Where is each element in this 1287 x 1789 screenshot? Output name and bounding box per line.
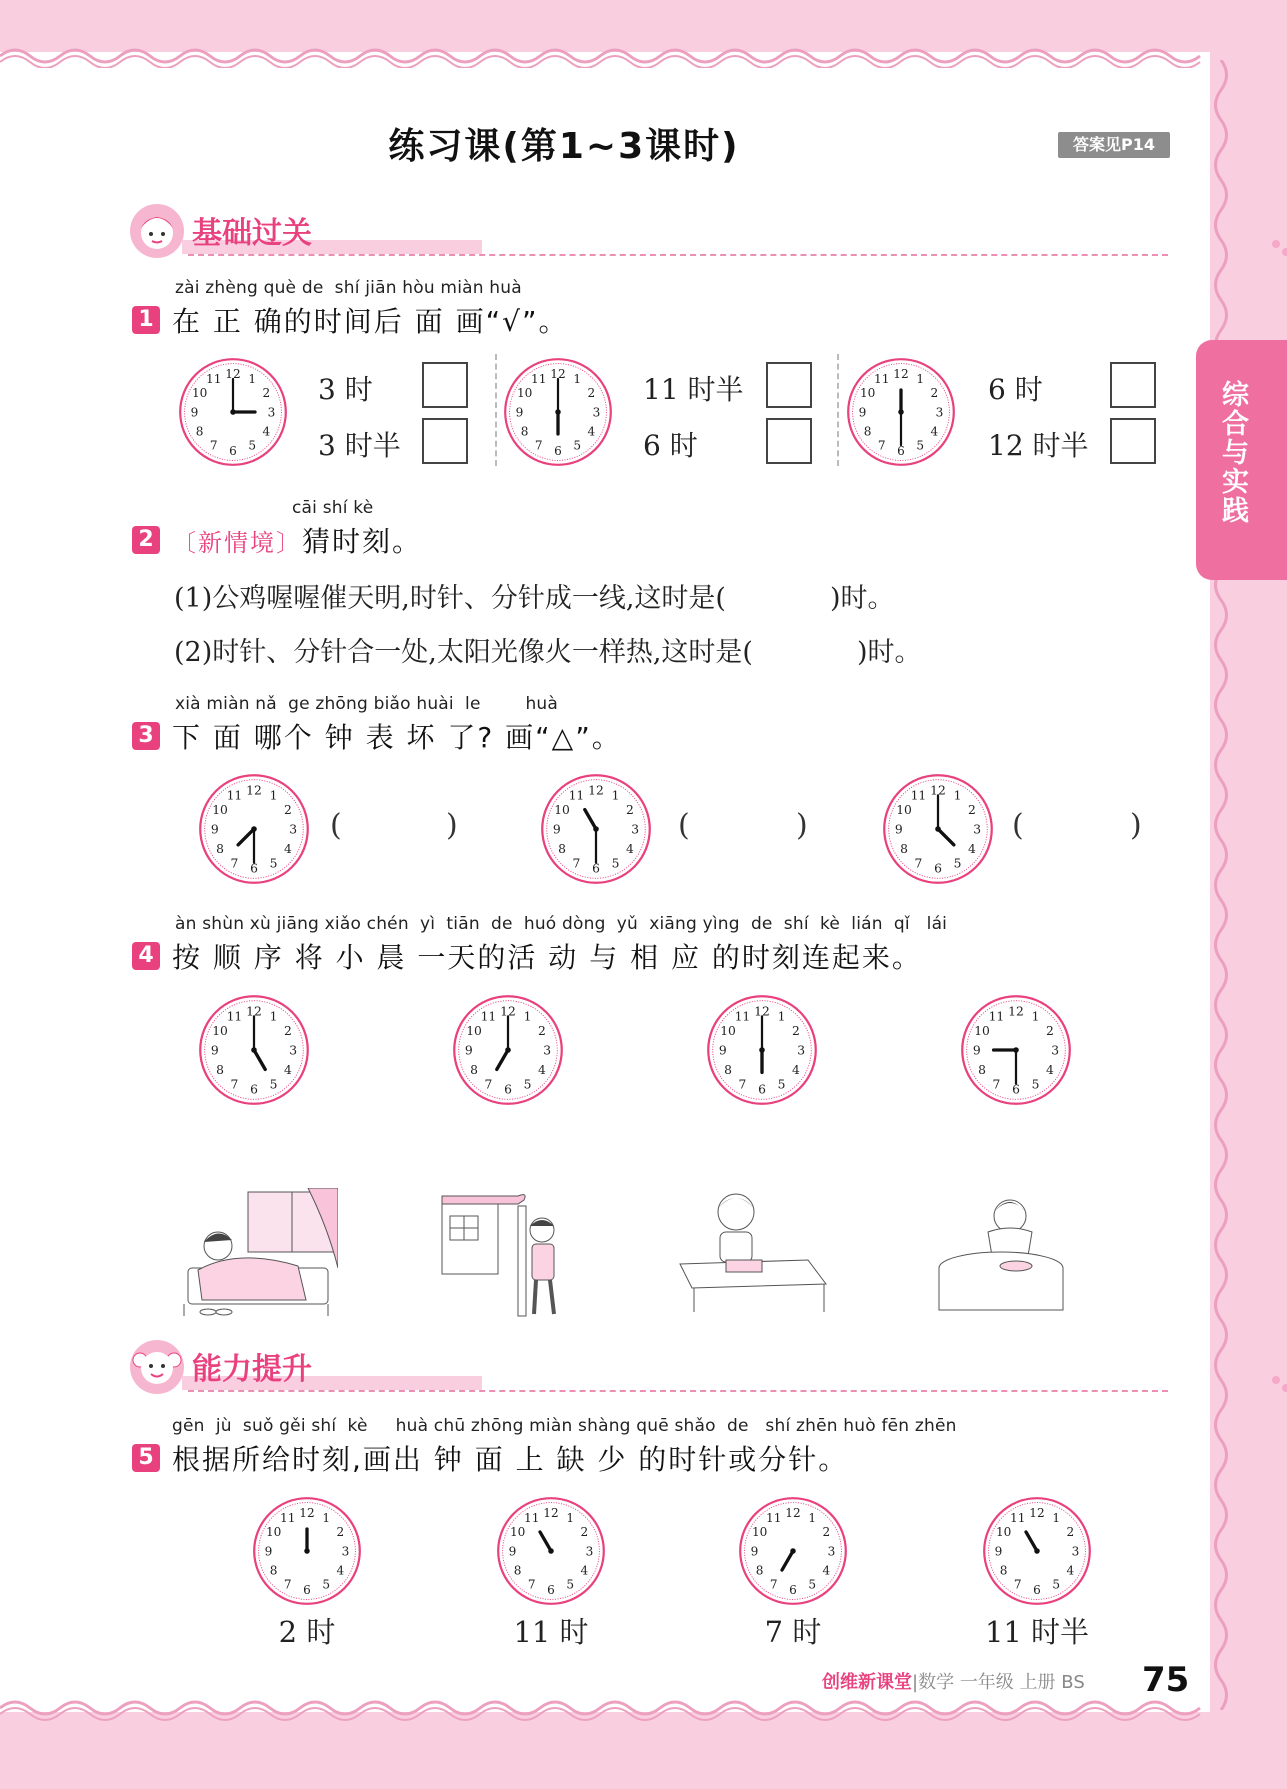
decorative-dots-icon [1270, 238, 1287, 258]
q4-instruction: 按 顺 序 将 小 晨 一天的活 动 与 相 应 的时刻连起来。 [172, 941, 922, 974]
clock-numeral: 8 [520, 424, 529, 439]
q3-clock-2 [540, 773, 652, 885]
clock-numeral: 5 [1052, 1577, 1061, 1592]
clock-numeral: 12 [754, 1004, 770, 1019]
clock-numeral: 10 [509, 1525, 526, 1540]
clock-numeral: 10 [466, 1023, 482, 1038]
q3-answer-blank-1[interactable] [350, 805, 440, 849]
q5-pinyin: gēn jù suǒ gěi shí kè huà chū zhōng miàn shàng quē shǎo de shí zhēn huò fēn zhēn [172, 1416, 957, 1436]
clock-numeral: 11 [874, 372, 890, 387]
clock-center-dot [251, 1047, 257, 1053]
clock-numeral: 1 [808, 1511, 817, 1526]
bottom-wavy-border [0, 1700, 1210, 1724]
q3-paren-open-1: ( [330, 808, 342, 843]
clock-numeral: 2 [930, 386, 939, 401]
clock-numeral: 5 [566, 1577, 575, 1592]
clock-numeral: 11 [568, 788, 585, 803]
clock-numeral: 12 [550, 366, 566, 381]
clock-numeral: 11 [524, 1511, 540, 1526]
clock-numeral: 9 [858, 405, 867, 420]
clock-numeral: 12 [893, 366, 909, 381]
q2-tag: 〔新情境〕 [172, 529, 302, 557]
clock-numeral: 1 [916, 372, 925, 387]
q1-number: 1 [132, 306, 160, 334]
q1-option-2a: 11 时半 [643, 373, 744, 406]
clock-numeral: 7 [534, 438, 543, 453]
clock-numeral: 3 [631, 822, 640, 837]
clock-numeral: 9 [552, 822, 561, 837]
q3-pinyin: xià miàn nǎ ge zhōng biǎo huài le huà [175, 694, 559, 714]
clock-numeral: 10 [896, 802, 912, 817]
clock-numeral: 10 [212, 1023, 228, 1038]
monkey-avatar-icon [128, 1338, 186, 1396]
top-wavy-border [0, 44, 1210, 68]
girl-avatar-icon [128, 202, 186, 260]
clock-numeral: 7 [877, 438, 886, 453]
q3-paren-close-1: ) [446, 808, 458, 843]
clock-numeral: 12 [246, 783, 262, 798]
clock-numeral: 5 [953, 856, 962, 871]
clock-numeral: 10 [516, 386, 533, 401]
q2-item-1-text: (1)公鸡喔喔催天明,时针、分针成一线,这时是( [174, 583, 726, 614]
clock-numeral: 8 [978, 1063, 986, 1078]
clock-numeral: 6 [554, 443, 562, 458]
clock-numeral: 9 [464, 1043, 473, 1058]
clock-center-dot [1013, 1047, 1019, 1053]
clock-numeral: 6 [1012, 1082, 1020, 1097]
clock-numeral: 5 [269, 856, 278, 871]
q2-item-2-text: (2)时针、分针合一处,太阳光像火一样热,这时是( [174, 637, 753, 668]
chapter-side-tab[interactable] [1196, 340, 1287, 580]
clock-numeral: 10 [212, 802, 228, 817]
clock-numeral: 10 [191, 386, 208, 401]
clock-numeral: 11 [226, 788, 243, 803]
clock-numeral: 2 [1066, 1525, 1075, 1540]
q1-checkbox-2a[interactable] [766, 362, 812, 408]
clock-numeral: 7 [1013, 1577, 1022, 1592]
clock-numeral: 4 [968, 842, 976, 857]
q4-clock-3[interactable] [706, 994, 818, 1106]
q2-item-1 [174, 576, 895, 615]
clock-numeral: 9 [210, 822, 219, 837]
clock-numeral: 11 [734, 1009, 751, 1024]
clock-numeral: 3 [289, 822, 298, 837]
q5-instruction: 根据所给时刻,画出 钟 面 上 缺 少 的时针或分针。 [172, 1443, 849, 1476]
clock-numeral: 3 [827, 1544, 836, 1559]
clock-numeral: 2 [284, 802, 292, 817]
q3-answer-blank-2[interactable] [700, 805, 790, 849]
q2-text: 猜时刻。 [302, 525, 423, 558]
clock-numeral: 9 [972, 1043, 981, 1058]
clock-numeral: 2 [587, 386, 596, 401]
clock-center-dot [304, 1548, 310, 1554]
clock-numeral: 4 [284, 1063, 292, 1078]
clock-numeral: 4 [587, 424, 596, 439]
clock-numeral: 2 [262, 386, 271, 401]
clock-numeral: 7 [230, 856, 239, 871]
q5-caption-3: 7 时 [764, 1615, 822, 1649]
clock-numeral: 9 [894, 822, 903, 837]
clock-numeral: 12 [299, 1505, 315, 1520]
q3-clock-1 [198, 773, 310, 885]
clock-numeral: 3 [341, 1544, 350, 1559]
clock-center-dot [759, 1047, 765, 1053]
clock-numeral: 8 [216, 842, 224, 857]
q1-instruction: 在 正 确的时间后 面 画“√”。 [172, 305, 569, 338]
clock-numeral: 10 [554, 802, 570, 817]
clock-numeral: 2 [284, 1023, 292, 1038]
clock-numeral: 4 [284, 842, 292, 857]
clock-numeral: 11 [206, 372, 222, 387]
clock-numeral: 4 [930, 424, 939, 439]
q1-checkbox-3a[interactable] [1110, 362, 1156, 408]
clock-numeral: 5 [248, 438, 257, 453]
clock-numeral: 5 [269, 1077, 278, 1092]
section-label: 基础过关 [192, 216, 312, 251]
clock-numeral: 4 [1046, 1063, 1054, 1078]
clock-numeral: 10 [995, 1525, 1012, 1540]
clock-numeral: 8 [269, 1563, 278, 1578]
clock-numeral: 11 [910, 788, 927, 803]
clock-numeral: 4 [1066, 1563, 1075, 1578]
clock-numeral: 5 [777, 1077, 786, 1092]
clock-numeral: 1 [269, 788, 278, 803]
clock-numeral: 6 [250, 861, 258, 876]
clock-numeral: 4 [336, 1563, 345, 1578]
q2-number: 2 [132, 526, 160, 554]
q5-caption-1: 2 时 [278, 1615, 336, 1649]
clock-numeral: 9 [210, 1043, 219, 1058]
section-divider [188, 1390, 1168, 1392]
clock-numeral: 5 [808, 1577, 817, 1592]
q3-paren-close-3: ) [1130, 808, 1142, 843]
clock-numeral: 4 [792, 1063, 800, 1078]
clock-numeral: 6 [592, 861, 600, 876]
clock-numeral: 12 [246, 1004, 262, 1019]
clock-numeral: 9 [718, 1043, 727, 1058]
q1-checkbox-1b[interactable] [422, 418, 468, 464]
clock-numeral: 11 [280, 1511, 296, 1526]
clock-numeral: 4 [580, 1563, 589, 1578]
clock-numeral: 12 [930, 783, 946, 798]
clock-center-dot [230, 409, 236, 415]
q3-paren-open-3: ( [1012, 808, 1024, 843]
q4-clock-2[interactable] [452, 994, 564, 1106]
q5-caption-2: 11 时 [513, 1615, 589, 1649]
clock-numeral: 1 [322, 1511, 331, 1526]
clock-numeral: 12 [1008, 1004, 1024, 1019]
clock-numeral: 2 [968, 802, 976, 817]
clock-numeral: 9 [994, 1544, 1003, 1559]
clock-numeral: 2 [1046, 1023, 1054, 1038]
clock-numeral: 6 [250, 1082, 258, 1097]
clock-center-dot [251, 826, 257, 832]
q5-caption-4: 11 时半 [984, 1615, 1090, 1649]
q4-number: 4 [132, 942, 160, 970]
q3-clock-3 [882, 773, 994, 885]
clock-numeral: 7 [527, 1577, 536, 1592]
clock-numeral: 7 [209, 438, 218, 453]
clock-numeral: 6 [897, 443, 905, 458]
clock-numeral: 7 [738, 1077, 747, 1092]
clock-numeral: 12 [1029, 1505, 1045, 1520]
clock-numeral: 8 [513, 1563, 522, 1578]
clock-numeral: 10 [720, 1023, 736, 1038]
clock-numeral: 12 [543, 1505, 559, 1520]
clock-numeral: 7 [769, 1577, 778, 1592]
clock-numeral: 7 [914, 856, 923, 871]
clock-numeral: 3 [289, 1043, 298, 1058]
right-wavy-border [1208, 60, 1234, 1710]
clock-numeral: 1 [566, 1511, 575, 1526]
clock-numeral: 9 [750, 1544, 759, 1559]
q1-option-2b: 6 时 [643, 429, 698, 462]
q1-divider [495, 354, 497, 466]
clock-numeral: 3 [973, 822, 982, 837]
clock-numeral: 5 [322, 1577, 331, 1592]
clock-numeral: 8 [724, 1063, 732, 1078]
clock-numeral: 7 [230, 1077, 239, 1092]
clock-center-dot [505, 1047, 511, 1053]
clock-numeral: 9 [190, 405, 199, 420]
clock-numeral: 11 [1010, 1511, 1026, 1526]
clock-numeral: 9 [264, 1544, 273, 1559]
page-footer [822, 1668, 1085, 1694]
section-label: 能力提升 [192, 1352, 312, 1387]
clock-center-dot [555, 409, 561, 415]
activity-homework-illustration[interactable] [678, 1188, 828, 1318]
clock-numeral: 2 [336, 1525, 345, 1540]
footer-separator: | [912, 1672, 919, 1693]
clock-numeral: 8 [999, 1563, 1008, 1578]
clock-numeral: 2 [792, 1023, 800, 1038]
clock-numeral: 6 [504, 1082, 512, 1097]
clock-numeral: 10 [751, 1525, 768, 1540]
clock-numeral: 2 [822, 1525, 831, 1540]
q3-paren-open-2: ( [678, 808, 690, 843]
page-title: 练习课(第1~3课时) [388, 126, 740, 167]
q1-option-3a: 6 时 [988, 373, 1043, 406]
clock-numeral: 5 [611, 856, 620, 871]
decorative-dots-icon [1270, 1374, 1287, 1394]
q4-clock-1[interactable] [198, 994, 310, 1106]
footer-subject: 数学 [918, 1672, 955, 1693]
section-header-basic [128, 202, 1178, 262]
clock-numeral: 7 [992, 1077, 1001, 1092]
clock-numeral: 9 [508, 1544, 517, 1559]
activity-sleeping-illustration[interactable] [178, 1188, 338, 1318]
q1-clock-1 [178, 357, 288, 467]
clock-numeral: 3 [267, 405, 276, 420]
clock-numeral: 5 [1031, 1077, 1040, 1092]
q1-clock-3 [846, 357, 956, 467]
clock-numeral: 1 [1031, 1009, 1040, 1024]
q1-option-1a: 3 时 [318, 373, 373, 406]
clock-numeral: 8 [216, 1063, 224, 1078]
q1-pinyin: zài zhèng què de shí jiān hòu miàn huà [175, 278, 522, 298]
q1-clock-2 [503, 357, 613, 467]
clock-numeral: 6 [934, 861, 942, 876]
q1-checkbox-2b[interactable] [766, 418, 812, 464]
clock-numeral: 6 [789, 1582, 797, 1597]
clock-numeral: 4 [262, 424, 271, 439]
clock-numeral: 6 [229, 443, 237, 458]
q5-clock-1[interactable] [252, 1496, 362, 1606]
q4-pinyin: àn shùn xù jiāng xiǎo chén yì tiān de huó dòng yǔ xiāng yìng de shí kè lián qǐ lái [175, 914, 948, 934]
clock-numeral: 3 [797, 1043, 806, 1058]
q1-checkbox-1a[interactable] [422, 362, 468, 408]
clock-numeral: 2 [538, 1023, 546, 1038]
clock-numeral: 3 [592, 405, 601, 420]
q5-number: 5 [132, 1444, 160, 1472]
clock-numeral: 9 [515, 405, 524, 420]
clock-center-dot [593, 826, 599, 832]
clock-numeral: 6 [1033, 1582, 1041, 1597]
q1-divider [837, 354, 839, 466]
clock-numeral: 1 [248, 372, 257, 387]
clock-numeral: 8 [900, 842, 908, 857]
clock-numeral: 4 [538, 1063, 546, 1078]
clock-numeral: 1 [573, 372, 582, 387]
clock-numeral: 7 [572, 856, 581, 871]
q3-answer-blank-3[interactable] [1034, 805, 1124, 849]
q2-item-2-suffix: )时。 [856, 637, 922, 668]
section-divider [188, 254, 1168, 256]
clock-numeral: 1 [953, 788, 962, 803]
q2-instruction [172, 520, 422, 560]
clock-numeral: 8 [558, 842, 566, 857]
clock-center-dot [935, 826, 941, 832]
clock-numeral: 3 [543, 1043, 552, 1058]
section-header-advanced [128, 1338, 1178, 1398]
clock-numeral: 5 [573, 438, 582, 453]
clock-numeral: 10 [265, 1525, 282, 1540]
activity-leaving-home-illustration[interactable] [438, 1190, 578, 1320]
clock-numeral: 4 [822, 1563, 831, 1578]
clock-numeral: 11 [766, 1511, 782, 1526]
clock-numeral: 3 [1071, 1544, 1080, 1559]
q2-pinyin: cāi shí kè [292, 498, 374, 518]
clock-center-dot [790, 1548, 796, 1554]
activity-eating-illustration[interactable] [936, 1194, 1066, 1314]
answer-reference-tag: 答案见P14 [1058, 132, 1170, 158]
clock-numeral: 1 [523, 1009, 532, 1024]
footer-edition: BS [1061, 1672, 1085, 1693]
clock-numeral: 6 [303, 1582, 311, 1597]
clock-numeral: 6 [547, 1582, 555, 1597]
clock-numeral: 3 [1051, 1043, 1060, 1058]
q5-clock-4[interactable] [982, 1496, 1092, 1606]
clock-numeral: 11 [226, 1009, 243, 1024]
clock-numeral: 7 [484, 1077, 493, 1092]
clock-numeral: 12 [785, 1505, 801, 1520]
clock-numeral: 12 [225, 366, 241, 381]
footer-grade: 一年级 [959, 1672, 1014, 1693]
clock-numeral: 1 [269, 1009, 278, 1024]
clock-numeral: 5 [523, 1077, 532, 1092]
footer-brand: 创维新课堂 [822, 1672, 912, 1693]
clock-numeral: 10 [859, 386, 876, 401]
clock-center-dot [1034, 1548, 1040, 1554]
clock-numeral: 8 [195, 424, 204, 439]
q5-clock-3[interactable] [738, 1496, 848, 1606]
clock-numeral: 8 [863, 424, 872, 439]
clock-numeral: 11 [480, 1009, 497, 1024]
q1-checkbox-3b[interactable] [1110, 418, 1156, 464]
page-number: 75 [1142, 1660, 1190, 1700]
clock-numeral: 2 [580, 1525, 589, 1540]
q5-clock-2[interactable] [496, 1496, 606, 1606]
clock-numeral: 1 [777, 1009, 786, 1024]
clock-numeral: 12 [588, 783, 604, 798]
clock-numeral: 3 [935, 405, 944, 420]
clock-numeral: 11 [988, 1009, 1005, 1024]
clock-numeral: 6 [758, 1082, 766, 1097]
clock-numeral: 1 [1052, 1511, 1061, 1526]
clock-numeral: 2 [626, 802, 634, 817]
q4-clock-4[interactable] [960, 994, 1072, 1106]
footer-volume: 上册 [1019, 1672, 1056, 1693]
clock-numeral: 1 [611, 788, 620, 803]
q3-instruction: 下 面 哪个 钟 表 坏 了? 画“△”。 [172, 721, 622, 754]
q1-option-3b: 12 时半 [988, 429, 1089, 462]
q1-option-1b: 3 时半 [318, 429, 401, 462]
clock-numeral: 3 [585, 1544, 594, 1559]
q3-number: 3 [132, 722, 160, 750]
clock-numeral: 11 [531, 372, 547, 387]
side-tab-label: 综合与实践 [1217, 380, 1248, 525]
q2-item-2 [174, 630, 922, 669]
clock-center-dot [898, 409, 904, 415]
clock-numeral: 4 [626, 842, 634, 857]
clock-numeral: 8 [755, 1563, 764, 1578]
q2-item-1-suffix: )时。 [829, 583, 895, 614]
clock-numeral: 12 [500, 1004, 516, 1019]
q3-paren-close-2: ) [796, 808, 808, 843]
clock-center-dot [548, 1548, 554, 1554]
clock-numeral: 7 [283, 1577, 292, 1592]
clock-numeral: 10 [974, 1023, 990, 1038]
clock-numeral: 8 [470, 1063, 478, 1078]
clock-numeral: 5 [916, 438, 925, 453]
